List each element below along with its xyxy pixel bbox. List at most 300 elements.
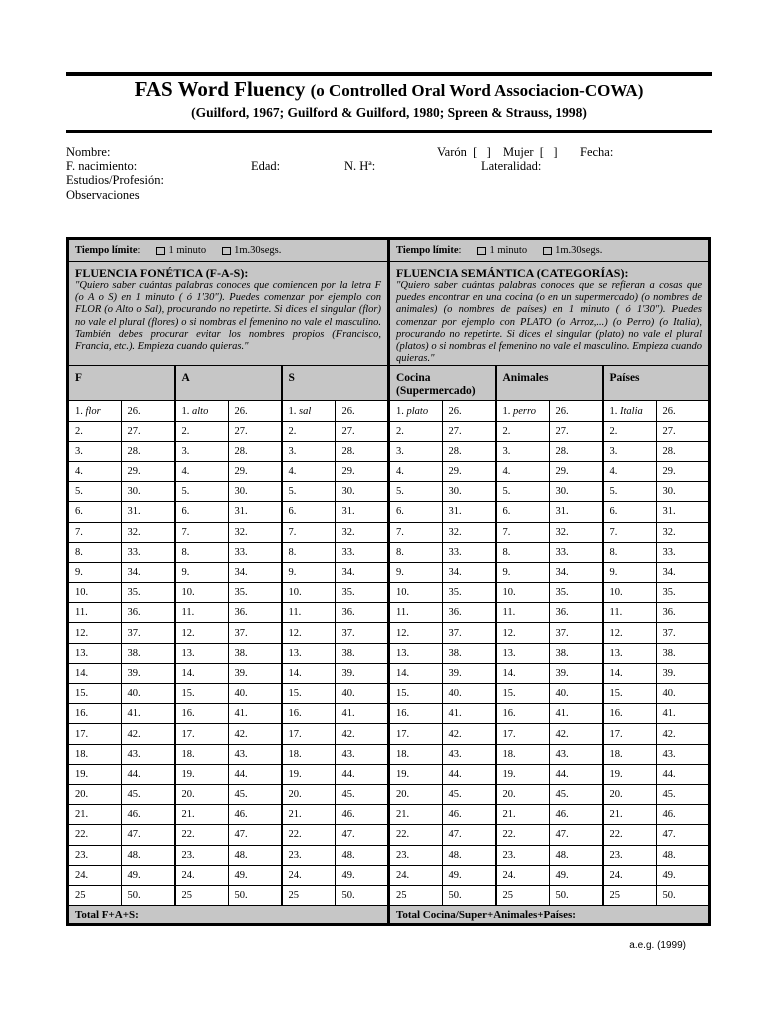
word-entry-cell[interactable] <box>389 744 443 764</box>
word-entry-cell[interactable] <box>282 542 336 562</box>
word-entry-cell[interactable] <box>496 744 550 764</box>
word-entry-cell[interactable] <box>68 482 122 502</box>
word-entry-cell[interactable]: 50. <box>121 885 175 905</box>
word-entry-cell[interactable]: 50. <box>442 885 496 905</box>
word-entry-cell[interactable] <box>68 764 122 784</box>
word-entry-cell[interactable] <box>389 461 443 481</box>
word-entry-cell[interactable] <box>603 482 657 502</box>
word-entry-cell[interactable] <box>389 764 443 784</box>
word-entry-cell[interactable]: 30. <box>228 482 282 502</box>
word-entry-cell[interactable]: 41. <box>335 704 389 724</box>
word-entry-cell[interactable] <box>175 522 229 542</box>
word-entry-cell[interactable]: 31. <box>656 502 710 522</box>
word-entry-cell[interactable] <box>603 623 657 643</box>
word-entry-cell[interactable]: 49. <box>442 865 496 885</box>
word-entry-cell[interactable]: 39. <box>335 663 389 683</box>
word-entry-cell[interactable] <box>389 704 443 724</box>
word-entry-cell[interactable] <box>68 583 122 603</box>
word-entry-cell[interactable] <box>389 885 443 905</box>
word-entry-cell[interactable]: 27. <box>121 421 175 441</box>
word-entry-cell[interactable] <box>389 441 443 461</box>
word-entry-cell[interactable] <box>175 441 229 461</box>
word-entry-cell[interactable] <box>282 421 336 441</box>
word-entry-cell[interactable] <box>175 401 229 421</box>
word-entry-cell[interactable] <box>175 583 229 603</box>
word-entry-cell[interactable] <box>68 461 122 481</box>
word-entry-cell[interactable]: 27. <box>549 421 603 441</box>
word-entry-cell[interactable]: 33. <box>442 542 496 562</box>
word-entry-cell[interactable]: 43. <box>656 744 710 764</box>
word-entry-cell[interactable] <box>282 885 336 905</box>
word-entry-cell[interactable] <box>68 562 122 582</box>
word-entry-cell[interactable] <box>282 562 336 582</box>
word-entry-cell[interactable]: 37. <box>549 623 603 643</box>
word-entry-cell[interactable]: 28. <box>442 441 496 461</box>
word-entry-cell[interactable] <box>496 562 550 582</box>
word-entry-cell[interactable]: 45. <box>121 784 175 804</box>
word-entry-cell[interactable] <box>389 805 443 825</box>
word-entry-cell[interactable]: 28. <box>335 441 389 461</box>
word-entry-cell[interactable] <box>175 865 229 885</box>
word-entry-cell[interactable]: 47. <box>121 825 175 845</box>
word-entry-cell[interactable] <box>282 805 336 825</box>
word-entry-cell[interactable]: 26. <box>228 401 282 421</box>
word-entry-cell[interactable] <box>175 562 229 582</box>
word-entry-cell[interactable]: 31. <box>335 502 389 522</box>
word-entry-cell[interactable]: 26. <box>656 401 710 421</box>
word-entry-cell[interactable] <box>68 744 122 764</box>
word-entry-cell[interactable] <box>389 421 443 441</box>
word-entry-cell[interactable] <box>496 663 550 683</box>
word-entry-cell[interactable] <box>496 865 550 885</box>
word-entry-cell[interactable] <box>603 562 657 582</box>
word-entry-cell[interactable]: 32. <box>121 522 175 542</box>
word-entry-cell[interactable]: 27. <box>228 421 282 441</box>
varon-checkbox[interactable]: Varón [ ] <box>437 145 491 159</box>
word-entry-cell[interactable]: 37. <box>121 623 175 643</box>
word-entry-cell[interactable] <box>282 461 336 481</box>
word-entry-cell[interactable] <box>175 542 229 562</box>
mujer-checkbox[interactable]: Mujer [ ] <box>503 145 558 159</box>
word-entry-cell[interactable]: 47. <box>335 825 389 845</box>
word-entry-cell[interactable]: 45. <box>335 784 389 804</box>
word-entry-cell[interactable] <box>389 542 443 562</box>
word-entry-cell[interactable]: 33. <box>549 542 603 562</box>
word-entry-cell[interactable]: 35. <box>549 583 603 603</box>
word-entry-cell[interactable] <box>389 845 443 865</box>
word-entry-cell[interactable] <box>603 865 657 885</box>
word-entry-cell[interactable] <box>282 663 336 683</box>
word-entry-cell[interactable] <box>282 583 336 603</box>
word-entry-cell[interactable] <box>68 805 122 825</box>
word-entry-cell[interactable]: 41. <box>442 704 496 724</box>
word-entry-cell[interactable] <box>603 684 657 704</box>
word-entry-cell[interactable]: 46. <box>442 805 496 825</box>
word-entry-cell[interactable]: 30. <box>442 482 496 502</box>
word-entry-cell[interactable] <box>175 724 229 744</box>
word-entry-cell[interactable]: 33. <box>121 542 175 562</box>
word-entry-cell[interactable]: 44. <box>442 764 496 784</box>
word-entry-cell[interactable] <box>603 744 657 764</box>
word-entry-cell[interactable]: 46. <box>121 805 175 825</box>
word-entry-cell[interactable]: 46. <box>335 805 389 825</box>
word-entry-cell[interactable]: 36. <box>442 603 496 623</box>
word-entry-cell[interactable] <box>389 522 443 542</box>
word-entry-cell[interactable] <box>496 885 550 905</box>
word-entry-cell[interactable]: 31. <box>228 502 282 522</box>
checkbox-icon[interactable] <box>477 247 486 255</box>
word-entry-cell[interactable]: 42. <box>228 724 282 744</box>
word-entry-cell[interactable] <box>68 542 122 562</box>
word-entry-cell[interactable] <box>282 825 336 845</box>
word-entry-cell[interactable]: 49. <box>228 865 282 885</box>
word-entry-cell[interactable]: 43. <box>549 744 603 764</box>
checkbox-icon[interactable] <box>156 247 165 255</box>
word-entry-cell[interactable] <box>603 825 657 845</box>
word-entry-cell[interactable]: 37. <box>656 623 710 643</box>
word-entry-cell[interactable] <box>496 623 550 643</box>
word-entry-cell[interactable] <box>603 784 657 804</box>
word-entry-cell[interactable] <box>496 461 550 481</box>
word-entry-cell[interactable]: 45. <box>549 784 603 804</box>
word-entry-cell[interactable] <box>282 724 336 744</box>
word-entry-cell[interactable]: 47. <box>656 825 710 845</box>
word-entry-cell[interactable]: 40. <box>121 684 175 704</box>
word-entry-cell[interactable]: 38. <box>121 643 175 663</box>
word-entry-cell[interactable]: 44. <box>549 764 603 784</box>
word-entry-cell[interactable]: 45. <box>228 784 282 804</box>
word-entry-cell[interactable] <box>68 643 122 663</box>
word-entry-cell[interactable] <box>389 623 443 643</box>
word-entry-cell[interactable] <box>389 663 443 683</box>
word-entry-cell[interactable]: 30. <box>121 482 175 502</box>
word-entry-cell[interactable] <box>175 623 229 643</box>
word-entry-cell[interactable]: 39. <box>228 663 282 683</box>
word-entry-cell[interactable] <box>282 744 336 764</box>
word-entry-cell[interactable]: 35. <box>442 583 496 603</box>
word-entry-cell[interactable]: 34. <box>228 562 282 582</box>
word-entry-cell[interactable] <box>68 845 122 865</box>
word-entry-cell[interactable] <box>68 441 122 461</box>
word-entry-cell[interactable]: 32. <box>228 522 282 542</box>
word-entry-cell[interactable]: 35. <box>656 583 710 603</box>
word-entry-cell[interactable] <box>603 845 657 865</box>
word-entry-cell[interactable]: 28. <box>656 441 710 461</box>
word-entry-cell[interactable]: 48. <box>656 845 710 865</box>
word-entry-cell[interactable]: 29. <box>335 461 389 481</box>
word-entry-cell[interactable] <box>282 764 336 784</box>
word-entry-cell[interactable]: 31. <box>442 502 496 522</box>
word-entry-cell[interactable] <box>603 603 657 623</box>
word-entry-cell[interactable] <box>496 643 550 663</box>
word-entry-cell[interactable] <box>282 704 336 724</box>
word-entry-cell[interactable]: 27. <box>442 421 496 441</box>
word-entry-cell[interactable]: 42. <box>121 724 175 744</box>
word-entry-cell[interactable]: 42. <box>442 724 496 744</box>
word-entry-cell[interactable] <box>603 522 657 542</box>
word-entry-cell[interactable]: 30. <box>335 482 389 502</box>
word-entry-cell[interactable]: 39. <box>549 663 603 683</box>
word-entry-cell[interactable] <box>496 764 550 784</box>
word-entry-cell[interactable]: 44. <box>121 764 175 784</box>
word-entry-cell[interactable] <box>175 805 229 825</box>
word-entry-cell[interactable]: 32. <box>656 522 710 542</box>
word-entry-cell[interactable] <box>68 865 122 885</box>
word-entry-cell[interactable]: 47. <box>442 825 496 845</box>
word-entry-cell[interactable] <box>389 684 443 704</box>
word-entry-cell[interactable] <box>282 845 336 865</box>
word-entry-cell[interactable]: 39. <box>442 663 496 683</box>
word-entry-cell[interactable] <box>282 482 336 502</box>
word-entry-cell[interactable]: 48. <box>121 845 175 865</box>
word-entry-cell[interactable]: 36. <box>656 603 710 623</box>
word-entry-cell[interactable]: 38. <box>656 643 710 663</box>
word-entry-cell[interactable]: 28. <box>549 441 603 461</box>
word-entry-cell[interactable] <box>389 865 443 885</box>
word-entry-cell[interactable]: 39. <box>656 663 710 683</box>
word-entry-cell[interactable]: 35. <box>335 583 389 603</box>
word-entry-cell[interactable] <box>496 522 550 542</box>
word-entry-cell[interactable]: 46. <box>656 805 710 825</box>
word-entry-cell[interactable]: 46. <box>228 805 282 825</box>
word-entry-cell[interactable]: 36. <box>121 603 175 623</box>
word-entry-cell[interactable]: 42. <box>335 724 389 744</box>
word-entry-cell[interactable]: 40. <box>228 684 282 704</box>
word-entry-cell[interactable]: 38. <box>335 643 389 663</box>
word-entry-cell[interactable] <box>389 825 443 845</box>
word-entry-cell[interactable]: 47. <box>228 825 282 845</box>
word-entry-cell[interactable]: 34. <box>335 562 389 582</box>
word-entry-cell[interactable] <box>496 542 550 562</box>
word-entry-cell[interactable] <box>603 724 657 744</box>
word-entry-cell[interactable] <box>389 724 443 744</box>
word-entry-cell[interactable]: 33. <box>335 542 389 562</box>
word-entry-cell[interactable]: 43. <box>121 744 175 764</box>
word-entry-cell[interactable]: 30. <box>656 482 710 502</box>
word-entry-cell[interactable] <box>68 663 122 683</box>
word-entry-cell[interactable]: 40. <box>549 684 603 704</box>
word-entry-cell[interactable]: 26. <box>549 401 603 421</box>
word-entry-cell[interactable] <box>175 764 229 784</box>
word-entry-cell[interactable]: 29. <box>442 461 496 481</box>
word-entry-cell[interactable]: 37. <box>335 623 389 643</box>
word-entry-cell[interactable] <box>389 502 443 522</box>
word-entry-cell[interactable] <box>175 603 229 623</box>
word-entry-cell[interactable] <box>282 643 336 663</box>
word-entry-cell[interactable] <box>496 684 550 704</box>
word-entry-cell[interactable]: 48. <box>442 845 496 865</box>
word-entry-cell[interactable]: 43. <box>335 744 389 764</box>
word-entry-cell[interactable] <box>282 401 336 421</box>
word-entry-cell[interactable] <box>603 421 657 441</box>
word-entry-cell[interactable]: 37. <box>228 623 282 643</box>
word-entry-cell[interactable] <box>389 401 443 421</box>
word-entry-cell[interactable] <box>496 441 550 461</box>
word-entry-cell[interactable] <box>389 603 443 623</box>
word-entry-cell[interactable]: 35. <box>228 583 282 603</box>
word-entry-cell[interactable]: 48. <box>228 845 282 865</box>
word-entry-cell[interactable]: 44. <box>228 764 282 784</box>
word-entry-cell[interactable]: 27. <box>335 421 389 441</box>
word-entry-cell[interactable]: 41. <box>121 704 175 724</box>
word-entry-cell[interactable]: 50. <box>549 885 603 905</box>
word-entry-cell[interactable] <box>68 784 122 804</box>
word-entry-cell[interactable] <box>496 421 550 441</box>
word-entry-cell[interactable] <box>603 805 657 825</box>
word-entry-cell[interactable] <box>496 845 550 865</box>
word-entry-cell[interactable]: 29. <box>549 461 603 481</box>
word-entry-cell[interactable]: 43. <box>442 744 496 764</box>
word-entry-cell[interactable] <box>175 421 229 441</box>
word-entry-cell[interactable] <box>496 401 550 421</box>
word-entry-cell[interactable] <box>282 784 336 804</box>
word-entry-cell[interactable] <box>603 461 657 481</box>
word-entry-cell[interactable] <box>603 401 657 421</box>
word-entry-cell[interactable]: 26. <box>335 401 389 421</box>
word-entry-cell[interactable]: 31. <box>549 502 603 522</box>
word-entry-cell[interactable]: 45. <box>442 784 496 804</box>
word-entry-cell[interactable] <box>282 522 336 542</box>
word-entry-cell[interactable] <box>175 704 229 724</box>
word-entry-cell[interactable] <box>175 502 229 522</box>
word-entry-cell[interactable] <box>603 885 657 905</box>
word-entry-cell[interactable]: 41. <box>549 704 603 724</box>
word-entry-cell[interactable]: 26. <box>442 401 496 421</box>
word-entry-cell[interactable] <box>68 401 122 421</box>
word-entry-cell[interactable]: 27. <box>656 421 710 441</box>
word-entry-cell[interactable] <box>175 845 229 865</box>
word-entry-cell[interactable] <box>175 643 229 663</box>
word-entry-cell[interactable] <box>603 441 657 461</box>
word-entry-cell[interactable]: 42. <box>549 724 603 744</box>
word-entry-cell[interactable] <box>68 522 122 542</box>
word-entry-cell[interactable] <box>603 583 657 603</box>
word-entry-cell[interactable] <box>282 441 336 461</box>
word-entry-cell[interactable] <box>389 562 443 582</box>
word-entry-cell[interactable] <box>496 603 550 623</box>
word-entry-cell[interactable] <box>496 502 550 522</box>
word-entry-cell[interactable] <box>496 784 550 804</box>
word-entry-cell[interactable] <box>496 482 550 502</box>
word-entry-cell[interactable]: 28. <box>121 441 175 461</box>
word-entry-cell[interactable] <box>282 865 336 885</box>
word-entry-cell[interactable] <box>389 643 443 663</box>
word-entry-cell[interactable] <box>282 623 336 643</box>
word-entry-cell[interactable]: 36. <box>549 603 603 623</box>
word-entry-cell[interactable] <box>496 805 550 825</box>
word-entry-cell[interactable] <box>175 744 229 764</box>
word-entry-cell[interactable]: 29. <box>121 461 175 481</box>
word-entry-cell[interactable]: 31. <box>121 502 175 522</box>
word-entry-cell[interactable] <box>282 684 336 704</box>
word-entry-cell[interactable]: 34. <box>656 562 710 582</box>
word-entry-cell[interactable] <box>68 502 122 522</box>
word-entry-cell[interactable] <box>175 825 229 845</box>
checkbox-icon[interactable] <box>222 247 231 255</box>
word-entry-cell[interactable] <box>68 724 122 744</box>
word-entry-cell[interactable]: 50. <box>335 885 389 905</box>
word-entry-cell[interactable]: 44. <box>656 764 710 784</box>
word-entry-cell[interactable]: 50. <box>228 885 282 905</box>
word-entry-cell[interactable] <box>282 502 336 522</box>
word-entry-cell[interactable] <box>496 583 550 603</box>
word-entry-cell[interactable] <box>496 724 550 744</box>
word-entry-cell[interactable] <box>603 502 657 522</box>
word-entry-cell[interactable]: 32. <box>335 522 389 542</box>
word-entry-cell[interactable] <box>603 643 657 663</box>
word-entry-cell[interactable]: 45. <box>656 784 710 804</box>
word-entry-cell[interactable]: 41. <box>656 704 710 724</box>
word-entry-cell[interactable] <box>175 461 229 481</box>
word-entry-cell[interactable] <box>68 603 122 623</box>
word-entry-cell[interactable] <box>603 704 657 724</box>
word-entry-cell[interactable]: 33. <box>656 542 710 562</box>
word-entry-cell[interactable]: 49. <box>656 865 710 885</box>
word-entry-cell[interactable]: 40. <box>335 684 389 704</box>
word-entry-cell[interactable]: 36. <box>228 603 282 623</box>
word-entry-cell[interactable]: 44. <box>335 764 389 784</box>
word-entry-cell[interactable] <box>603 764 657 784</box>
word-entry-cell[interactable]: 46. <box>549 805 603 825</box>
word-entry-cell[interactable]: 33. <box>228 542 282 562</box>
word-entry-cell[interactable] <box>68 684 122 704</box>
word-entry-cell[interactable]: 35. <box>121 583 175 603</box>
word-entry-cell[interactable] <box>175 684 229 704</box>
word-entry-cell[interactable]: 29. <box>656 461 710 481</box>
word-entry-cell[interactable] <box>68 704 122 724</box>
word-entry-cell[interactable]: 37. <box>442 623 496 643</box>
word-entry-cell[interactable]: 38. <box>442 643 496 663</box>
word-entry-cell[interactable]: 38. <box>228 643 282 663</box>
word-entry-cell[interactable]: 38. <box>549 643 603 663</box>
word-entry-cell[interactable]: 28. <box>228 441 282 461</box>
word-entry-cell[interactable]: 42. <box>656 724 710 744</box>
word-entry-cell[interactable]: 34. <box>121 562 175 582</box>
word-entry-cell[interactable] <box>496 704 550 724</box>
word-entry-cell[interactable]: 26. <box>121 401 175 421</box>
word-entry-cell[interactable] <box>389 482 443 502</box>
word-entry-cell[interactable]: 39. <box>121 663 175 683</box>
word-entry-cell[interactable]: 40. <box>442 684 496 704</box>
word-entry-cell[interactable] <box>603 663 657 683</box>
word-entry-cell[interactable] <box>68 623 122 643</box>
word-entry-cell[interactable] <box>389 784 443 804</box>
word-entry-cell[interactable] <box>175 885 229 905</box>
word-entry-cell[interactable] <box>175 663 229 683</box>
word-entry-cell[interactable]: 49. <box>121 865 175 885</box>
word-entry-cell[interactable]: 41. <box>228 704 282 724</box>
word-entry-cell[interactable]: 32. <box>442 522 496 542</box>
word-entry-cell[interactable]: 43. <box>228 744 282 764</box>
word-entry-cell[interactable]: 49. <box>549 865 603 885</box>
word-entry-cell[interactable]: 48. <box>549 845 603 865</box>
word-entry-cell[interactable]: 34. <box>549 562 603 582</box>
word-entry-cell[interactable]: 30. <box>549 482 603 502</box>
word-entry-cell[interactable]: 48. <box>335 845 389 865</box>
checkbox-icon[interactable] <box>543 247 552 255</box>
word-entry-cell[interactable]: 34. <box>442 562 496 582</box>
word-entry-cell[interactable]: 50. <box>656 885 710 905</box>
word-entry-cell[interactable]: 49. <box>335 865 389 885</box>
word-entry-cell[interactable] <box>68 825 122 845</box>
word-entry-cell[interactable]: 36. <box>335 603 389 623</box>
word-entry-cell[interactable]: 32. <box>549 522 603 542</box>
word-entry-cell[interactable] <box>68 885 122 905</box>
word-entry-cell[interactable] <box>282 603 336 623</box>
word-entry-cell[interactable] <box>603 542 657 562</box>
word-entry-cell[interactable] <box>496 825 550 845</box>
word-entry-cell[interactable] <box>389 583 443 603</box>
